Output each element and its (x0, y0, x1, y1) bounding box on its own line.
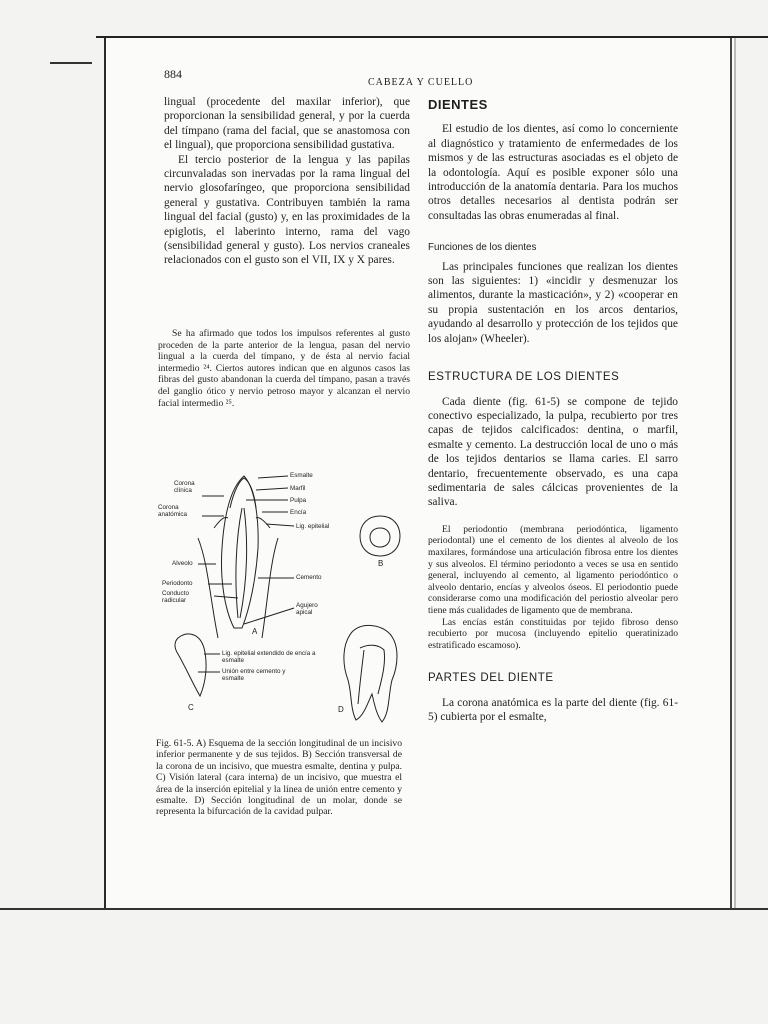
label-corona-anatomica: Corona anatómica (158, 504, 188, 518)
note-gusto: Se ha afirmado que todos los impulsos referentes al gusto proceden de la parte anterior de la lengua, pasan del nervio lingual a la cuerda del tímpano, y de ésta al nervio facial intermedio ²⁴. Ciertos autores indican que en algunos casos las fibras del gusto abandonan la cuerda del tímpano, pasan a través del ganglio ótico y nervio petroso mayor y alcanzan el nervio facial intermedio ²⁵. (158, 328, 410, 409)
left-column (164, 95, 410, 268)
alveolar-bone (198, 538, 278, 638)
heading-dientes: DIENTES (428, 97, 488, 112)
paragraph-estructura: Cada diente (fig. 61-5) se compone de tejido conectivo especializado, la pulpa, recubierto por tres capas de tejidos calcificados: dentina, o marfil, esmalte y cemento. La destrucción local de uno o más de los tejidos dentarios se llama caries. El sarro dentario, frecuentemente observado, es una capa sedimentaria de sales cálcicas provenientes de la saliva. (428, 395, 678, 509)
label-lig-epitelial: Lig. epitelial (296, 523, 330, 530)
running-head: CABEZA Y CUELLO (368, 77, 474, 88)
right-column (428, 98, 678, 725)
label-pulpa: Pulpa (290, 497, 307, 504)
label-esmalte: Esmalte (290, 472, 313, 479)
heading-estructura: ESTRUCTURA DE LOS DIENTES (428, 371, 620, 384)
label-union: Unión entre cemento y esmalte (222, 668, 286, 682)
label-lig-extendido: Lig. epitelial extendido de encía a esmalte (222, 650, 316, 664)
label-corona-clinica: Corona clínica (174, 480, 195, 494)
label-periodonto: Periodonto (162, 580, 193, 587)
label-alveolo: Alveolo (172, 560, 193, 567)
enamel-line (230, 478, 256, 508)
label-d: D (338, 705, 344, 714)
label-encia: Encía (290, 509, 307, 516)
cross-section-outline (360, 516, 400, 556)
paragraph-partes: La corona anatómica es la parte del diente (fig. 61-5) cubierta por el esmalte, (428, 696, 678, 724)
heading-funciones: Funciones de los dientes (428, 242, 537, 254)
page-right-edge (730, 38, 732, 910)
incisor-pulp (236, 508, 247, 618)
figure-caption: Fig. 61-5. A) Esquema de la sección longitudinal de un incisivo inferior permanente y de sus tejidos. B) Sección transversal de la corona de un incisivo, que muestra esmalte, dentina y pulpa. C) Visión lateral (cara interna) de un incisivo, que muestra el área de la inserción epitelial y la línea de unión entre cemento y esmalte. D) Sección longitudinal de un molar, donde se representa la bifurcación de la cavidad pulpar. (156, 738, 402, 818)
molar-outline (344, 625, 397, 722)
lateral-incisor (175, 634, 206, 696)
note-encias: Las encías están constituidas por tejido fibroso denso recubierto por mucosa (incluyendo epitelio queratinizado estratificado escamoso). (428, 616, 678, 651)
paragraph-tercio-posterior: El tercio posterior de la lengua y las papilas circunvaladas son inervadas por la rama lingual del nervio glosofaríngeo, que proporciona sensibilidad general y gustativa. Contribuyen también la rama lingual del facial (gusto) y, en las proximidades de la epiglotis, el laberinto interno, rama del vago (sensibilidad general y gusto). Los nervios craneales relacionados con el gusto son el VII, IX y X pares. (164, 153, 410, 267)
label-conducto: Conducto radicular (162, 590, 189, 604)
gingiva (214, 517, 270, 528)
heading-partes: PARTES DEL DIENTE (428, 672, 554, 685)
figure-61-5 (158, 468, 418, 730)
cross-section-pulp (370, 528, 390, 547)
incisor-outline (222, 476, 259, 628)
label-cemento: Cemento (296, 574, 322, 581)
label-a: A (252, 627, 258, 636)
bottom-rule (0, 908, 768, 910)
label-marfil: Marfil (290, 485, 306, 492)
margin-mark (50, 62, 92, 64)
paragraph-funciones: Las principales funciones que realizan los dientes son las siguientes: 1) «incidir y desmenuzar los alimentos, durante la masticación», y 2) «cooperar en su propia sustentación en los arcos dentarios, ayudando al desarrollo y protección de los tejidos que los alojan» (Wheeler). (428, 260, 678, 345)
page-number: 884 (164, 67, 182, 81)
note-periodontio: El periodontio (membrana periodóntica, ligamento periodontal) une el cemento de los dientes al alveolo de los maxilares, formándose una articulación fibrosa entre los dientes y sus alveolos. El término periodonto a veces se usa en sentido general, incluyendo al cemento, al ligamento periodóntico o alveolo dentario, encías y alveolos óseos. El periodontio puede considerarse como una modificación del periostio alveolar pero tiene más cualidades de ligamento que de membrana. (428, 523, 678, 616)
label-c: C (188, 703, 194, 712)
paragraph-lingual: lingual (procedente del maxilar inferior), que proporcionan la sensibilidad general, y por la cuerda del tímpano (rama del facial, que se anastomosa con el lingual), que proporciona sensibilidad gustativa. (164, 96, 410, 152)
label-agujero: Agujero apical (296, 602, 318, 616)
label-b: B (378, 559, 384, 568)
paragraph-dientes: El estudio de los dientes, así como lo concerniente al diagnóstico y tratamiento de enfermedades de los mismos y de las estructuras asociadas es el objeto de la odontología. Aquí es posible exponer sólo una introducción de la anatomía dentaria. Para los muchos otros detalles necesarios al dentista podrán ser consultadas las obras enumeradas al final. (428, 123, 678, 222)
